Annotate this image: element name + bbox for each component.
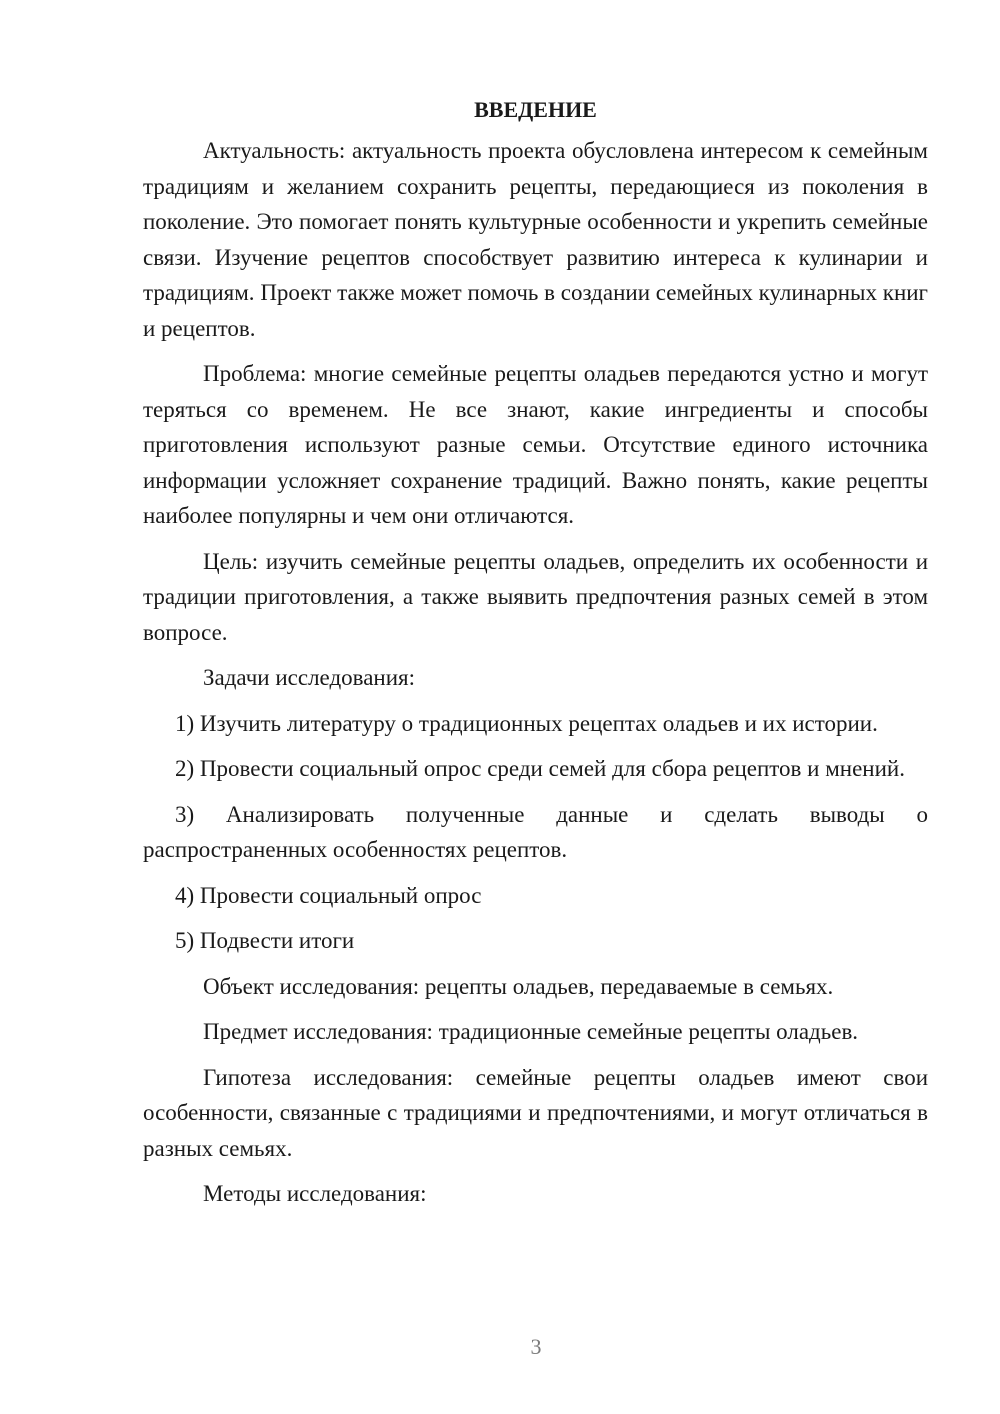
document-page [143, 95, 928, 1222]
task-item-4: 4) Провести социальный опрос [175, 882, 482, 908]
paragraph-relevance: Актуальность: актуальность проекта обусловлена интересом к семейным традициям и желанием сохранить рецепты, передающиеся из поколения в поколение. Это помогает понять культурные особенности и укрепить семейные связи. Изучение рецептов способствует развитию интереса к кулинарии и традициям. Проект также может помочь в создании семейных кулинарных книг и рецептов. [143, 138, 928, 341]
paragraph-methods: Методы исследования: [203, 1181, 427, 1206]
task-item-1: 1) Изучить литературу о традиционных рецептах оладьев и их истории. [175, 710, 878, 736]
paragraph-subject: Предмет исследования: традиционные семейные рецепты оладьев. [203, 1019, 859, 1044]
task-item-5: 5) Подвести итоги [175, 928, 355, 953]
paragraph-goal: Цель: изучить семейные рецепты оладьев, определить их особенности и традиции приготовления, а также выявить предпочтения разных семей в этом вопросе. [143, 548, 928, 645]
section-title: ВВЕДЕНИЕ [474, 97, 597, 122]
page-number: 3 [530, 1334, 542, 1359]
paragraph-object: Объект исследования: рецепты оладьев, передаваемые в семьях. [203, 973, 834, 999]
task-item-2: 2) Провести социальный опрос среди семей для сбора рецептов и мнений. [175, 756, 905, 781]
paragraph-hypothesis: Гипотеза исследования: семейные рецепты оладьев имеют свои особенности, связанные с традициями и предпочтениями, и могут отличаться в разных семьях. [143, 1064, 928, 1161]
paragraph-problem: Проблема: многие семейные рецепты оладьев передаются устно и могут теряться со временем. Не все знают, какие ингредиенты и способы приготовления используют разные семьи. Отсутствие единого источника информации усложняет сохранение традиций. Важно понять, какие рецепты наиболее популярны и чем они отличаются. [143, 361, 928, 528]
paragraph-tasks-heading: Задачи исследования: [203, 665, 416, 690]
task-item-3: 3) Анализировать полученные данные и сделать выводы о распространенных особенностях рецептов. [143, 801, 928, 862]
